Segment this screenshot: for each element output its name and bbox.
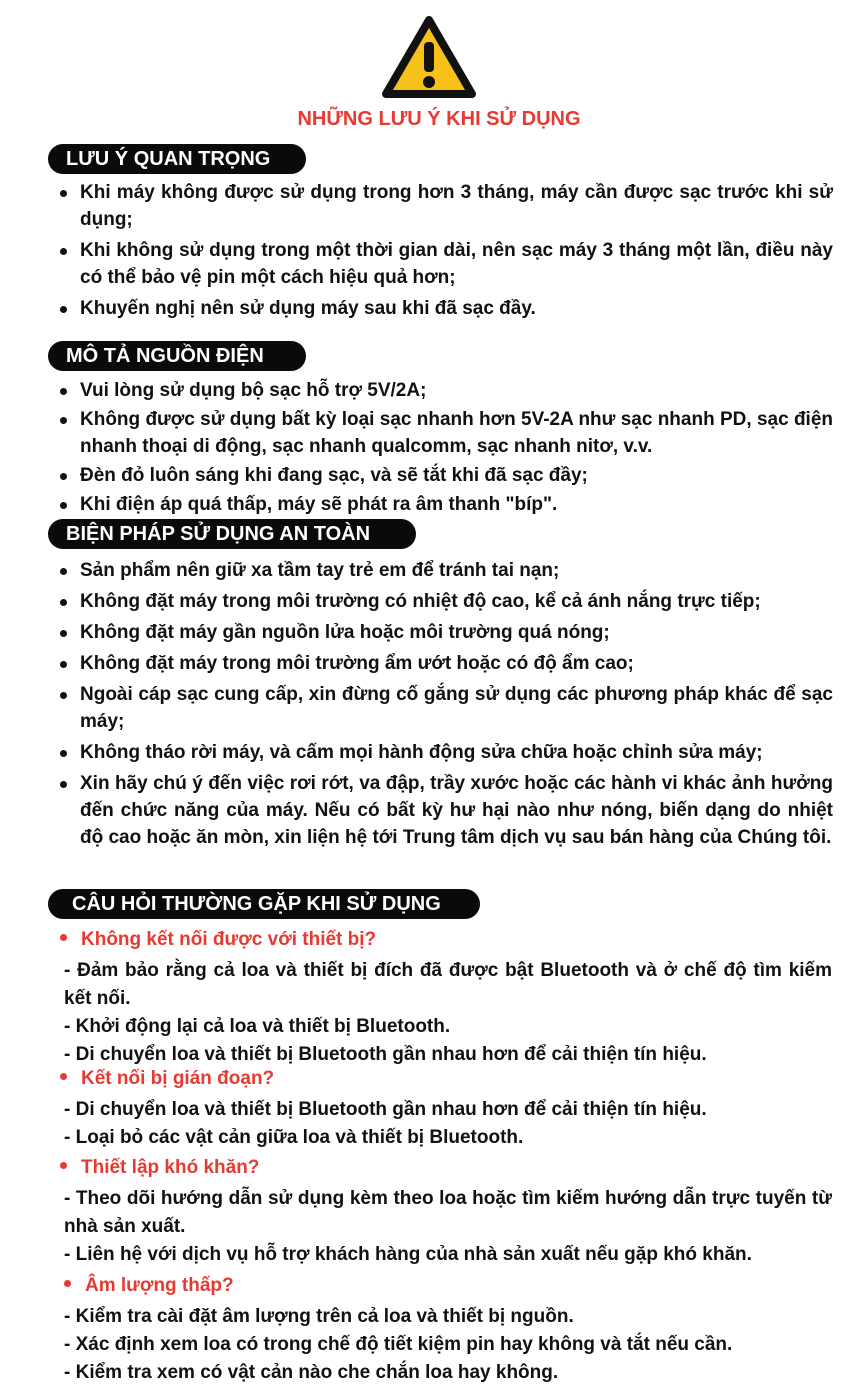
important-notes-list: [58, 179, 833, 322]
faq-question: Không kết nối được với thiết bị?: [60, 927, 376, 953]
bullet-icon: [60, 1073, 67, 1080]
faq-answer: - Loại bỏ các vật cản giữa loa và thiết bị Bluetooth.: [64, 1127, 524, 1148]
bullet-icon: [64, 1280, 71, 1287]
section-heading-faq: CÂU HỎI THƯỜNG GẶP KHI SỬ DỤNG: [48, 889, 480, 919]
list-item: Vui lòng sử dụng bộ sạc hỗ trợ 5V/2A;: [58, 377, 833, 404]
section-heading-safety: BIỆN PHÁP SỬ DỤNG AN TOÀN: [48, 519, 416, 549]
list-item: Không được sử dụng bất kỳ loại sạc nhanh hơn 5V-2A như sạc nhanh PD, sạc điện nhanh thoại di động, sạc nhanh qualcomm, sạc nhanh nitơ, v.v.: [58, 406, 833, 460]
faq-question: Âm lượng thấp?: [64, 1273, 234, 1299]
faq-answer: - Di chuyển loa và thiết bị Bluetooth gần nhau hơn để cải thiện tín hiệu.: [64, 1099, 707, 1120]
list-item: Không đặt máy gần nguồn lửa hoặc môi trường quá nóng;: [58, 619, 833, 646]
faq-answer: - Di chuyển loa và thiết bị Bluetooth gần nhau hơn để cải thiện tín hiệu.: [64, 1044, 707, 1065]
faq-answers: [64, 1096, 832, 1152]
faq-question: Kết nối bị gián đoạn?: [60, 1066, 274, 1092]
list-item: Khuyến nghị nên sử dụng máy sau khi đã sạc đầy.: [58, 295, 833, 322]
power-description-list: [58, 377, 833, 518]
faq-answer: - Liên hệ với dịch vụ hỗ trợ khách hàng của nhà sản xuất nếu gặp khó khăn.: [64, 1244, 752, 1265]
list-item: Khi không sử dụng trong một thời gian dài, nên sạc máy 3 tháng một lần, điều này có thể bảo vệ pin một cách hiệu quả hơn;: [58, 237, 833, 291]
section-heading-important: LƯU Ý QUAN TRỌNG: [48, 144, 306, 174]
list-item: Sản phẩm nên giữ xa tầm tay trẻ em để tránh tai nạn;: [58, 557, 833, 584]
warning-icon: [380, 14, 478, 102]
section-heading-power: MÔ TẢ NGUỒN ĐIỆN: [48, 341, 306, 371]
list-item: Xin hãy chú ý đến việc rơi rớt, va đập, trầy xước hoặc các hành vi khác ảnh hưởng đến chức năng của máy. Nếu có bất kỳ hư hại nào như nóng, biến dạng do nhiệt độ cao hoặc ăn mòn, xin liện hệ tới Trung tâm dịch vụ sau bán hàng của Chúng tôi.: [58, 770, 833, 851]
list-item: Không đặt máy trong môi trường có nhiệt độ cao, kể cả ánh nắng trực tiếp;: [58, 588, 833, 615]
list-item: Ngoài cáp sạc cung cấp, xin đừng cố gắng sử dụng các phương pháp khác để sạc máy;: [58, 681, 833, 735]
faq-answer: - Kiểm tra xem có vật cản nào che chắn loa hay không.: [64, 1362, 559, 1383]
list-item: Khi máy không được sử dụng trong hơn 3 tháng, máy cần được sạc trước khi sử dụng;: [58, 179, 833, 233]
safety-measures-list: [58, 557, 833, 851]
list-item: Đèn đỏ luôn sáng khi đang sạc, và sẽ tắt khi đã sạc đầy;: [58, 462, 833, 489]
faq-answers: [64, 1303, 832, 1387]
list-item: Không đặt máy trong môi trường ẩm ướt hoặc có độ ẩm cao;: [58, 650, 833, 677]
faq-answer: - Khởi động lại cả loa và thiết bị Bluetooth.: [64, 1016, 451, 1037]
bullet-icon: [60, 1162, 67, 1169]
bullet-icon: [60, 934, 67, 941]
faq-answer: - Đảm bảo rằng cả loa và thiết bị đích đã được bật Bluetooth và ở chế độ tìm kiếm kết nối.: [64, 960, 832, 1009]
faq-answers: [64, 1185, 832, 1269]
page-title: NHỮNG LƯU Ý KHI SỬ DỤNG: [297, 108, 581, 130]
list-item: Không tháo rời máy, và cấm mọi hành động sửa chữa hoặc chỉnh sửa máy;: [58, 739, 833, 766]
faq-answers: [64, 957, 832, 1069]
faq-answer: - Kiểm tra cài đặt âm lượng trên cả loa và thiết bị nguồn.: [64, 1306, 574, 1327]
faq-answer: - Xác định xem loa có trong chế độ tiết kiệm pin hay không và tắt nếu cần.: [64, 1334, 733, 1355]
faq-answer: - Theo dõi hướng dẫn sử dụng kèm theo loa hoặc tìm kiếm hướng dẫn trực tuyến từ nhà sản xuất.: [64, 1188, 832, 1237]
faq-question: Thiết lập khó khăn?: [60, 1155, 259, 1181]
list-item: Khi điện áp quá thấp, máy sẽ phát ra âm thanh "bíp".: [58, 491, 833, 518]
